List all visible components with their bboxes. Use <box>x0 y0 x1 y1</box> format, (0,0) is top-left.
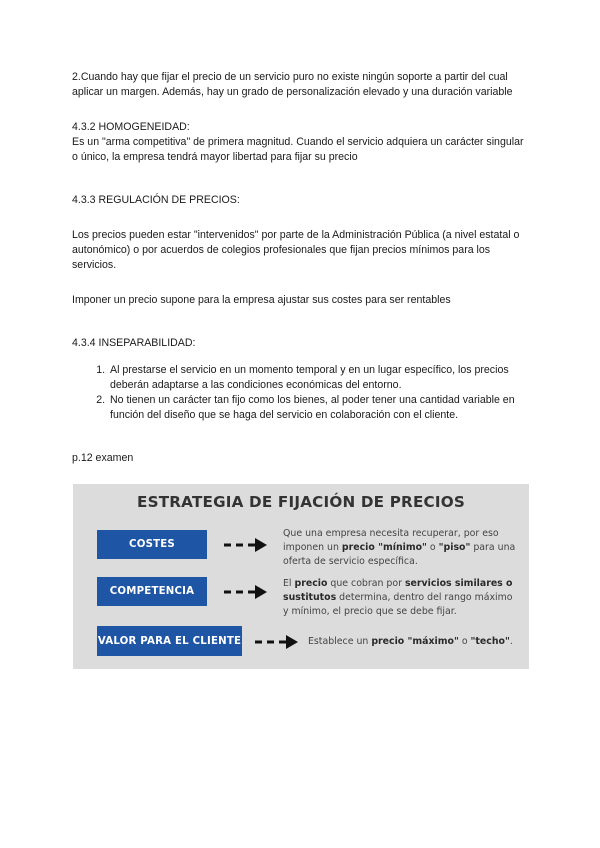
paragraph-imponer-precio: Imponer un precio supone para la empresa ajustar sus costes para ser rentables <box>72 294 451 306</box>
heading-inseparabilidad: 4.3.4 INSEPARABILIDAD: <box>72 337 196 349</box>
list-item: 1. Al prestarse el servicio en un momento temporal y en un lugar específico, los precios deberán adaptarse a las condiciones económicas del entorno. <box>108 363 532 393</box>
infographic-title: ESTRATEGIA DE FIJACIÓN DE PRECIOS <box>137 493 465 511</box>
competencia-description: El precio que cobran por servicios similares o sustitutos determina, dentro del rango máximo y mínimo, el precio que se debe fijar. <box>283 578 513 617</box>
inseparabilidad-list <box>72 363 532 423</box>
heading-homogeneidad: 4.3.2 HOMOGENEIDAD: <box>72 121 190 133</box>
competencia-box: COMPETENCIA <box>97 577 207 606</box>
arrow-right-icon <box>254 634 300 650</box>
paragraph-regulacion: Los precios pueden estar "intervenidos" por parte de la Administración Pública (a nivel estatal o autonómico) o por acuerdos de colegios profesionales que fijan precios mínimos para los servicios. <box>72 229 520 271</box>
valor-cliente-description: Establece un precio "máximo" o "techo". <box>308 636 513 647</box>
arrow-right-icon <box>223 584 269 600</box>
heading-regulacion: 4.3.3 REGULACIÓN DE PRECIOS: <box>72 194 240 206</box>
note-examen: p.12 examen <box>72 452 134 464</box>
costes-description: Que una empresa necesita recuperar, por eso imponen un precio "mínimo" o "piso" para una oferta de servicio específica. <box>283 528 516 567</box>
arrow-right-icon <box>223 537 269 553</box>
paragraph-servicio-puro: 2.Cuando hay que fijar el precio de un servicio puro no existe ningún soporte a partir del cual aplicar un margen. Además, hay un grado de personalización elevado y una duración variable <box>72 71 513 98</box>
valor-cliente-box: VALOR PARA EL CLIENTE <box>97 626 242 656</box>
paragraph-homogeneidad: Es un "arma competitiva" de primera magnitud. Cuando el servicio adquiera un carácter singular o único, la empresa tendrá mayor libertad para fijar su precio <box>72 136 524 163</box>
list-item: 2. No tienen un carácter tan fijo como los bienes, al poder tener una cantidad variable en función del diseño que se haga del servicio en colaboración con el cliente. <box>108 393 532 423</box>
pricing-strategy-infographic <box>73 484 529 669</box>
document-body <box>72 70 532 466</box>
costes-box: COSTES <box>97 530 207 559</box>
